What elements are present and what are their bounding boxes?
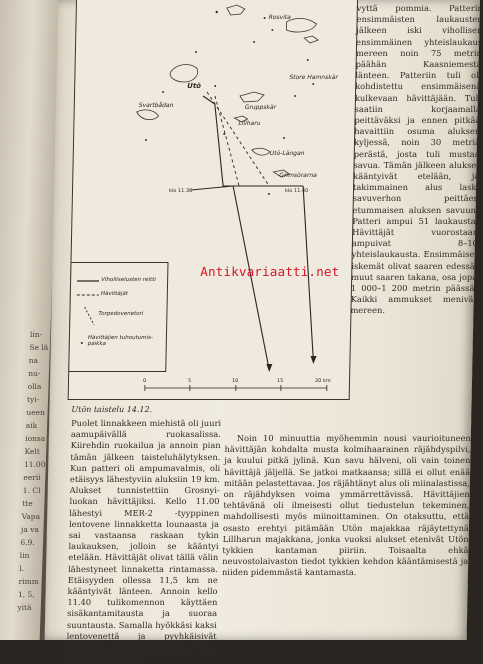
map-legend [68, 262, 168, 372]
place-rosvita: Rosvita [269, 14, 291, 21]
previous-page-fragment: aik [26, 421, 37, 430]
previous-page-fragment: ueen [26, 408, 45, 417]
scale-tick: 0 [143, 378, 146, 384]
previous-page-fragment: lin- [30, 330, 42, 339]
text-column-right-bottom [222, 433, 471, 579]
legend-item: Viholliselusten reitti [101, 277, 156, 283]
legend-item: Torpedovenetori [98, 311, 143, 317]
position-1136: klo 11.36 [169, 188, 192, 194]
text-column-left [66, 418, 221, 664]
place-gruppskar: Gruppskär [245, 104, 276, 111]
previous-page-fragment: ja va [21, 525, 39, 534]
scale-tick: 10 [232, 378, 239, 384]
previous-page-fragment: Se lä [29, 343, 48, 352]
place-uto: Utö [187, 82, 201, 90]
legend-item: Hävittäjät [101, 291, 128, 297]
previous-page-fragment: 6.9. [20, 538, 34, 547]
previous-page-fragment: rimm [19, 577, 39, 586]
paragraph: Puolet linnakkeen miehistä oli juuri aamupäivällä ruokasalissa. Kiirehdin ruokailua ja annoin pian tämän jälkeen taisteluhälytyksen. Kun patteri oli ampumavalmis, oli etäisyys lähestyviin aluksiin 19 km. Alukset tunnistettiin Grosnyi-luokan hävittäjiksi. Kello 11.00 lähestyi MER-2 -tyyppinen lentovene linnakketta lounaasta ja sai vastaansa raskaan tykin laukauksen, jolloin se kääntyi etelään. Hävittäjät olivat tällä välin lähestyneet linnaketta rintamassa. Etäisyyden ollessa 11,5 km ne kääntyivät länteen. Annoin kello 11.40 tulikomennon käyttäen sisäkantamitausta ja suoraa suuntausta. Samalla hyökkäsi kaksi lentovenettä ja pyyhkäisivät patteria konekivääritulella sekä pudottivat 3–4 ke- [66, 418, 221, 664]
previous-page-fragment: tyi- [27, 395, 39, 404]
text-column-right [350, 3, 483, 317]
scale-tick: 5 [188, 378, 191, 384]
place-uto-langan: Utö-Längan [270, 150, 305, 157]
previous-page-fragment: tte [22, 499, 32, 508]
previous-page-fragment: 1, 5, [18, 590, 35, 599]
previous-page-fragment: olla [28, 382, 42, 391]
legend-item: Hävittäjien tuhoutumis-paikka [88, 335, 162, 347]
scale-tick: 15 [277, 378, 284, 384]
paragraph: vyttä pommia. Patterin ensimmäisten laukausten jälkeen iski vihollisen ensimmäinen yhteislaukaus mereen noin 75 metrin päähän Kaasniemestä länteen. Patteriin tuli oli kohdistettu ensimmäisenä kulkevaan hävittäjään. Tuli saatiin korjaamalla peittäväksi ja ennen pitkää havaittiin osuma aluksen kyljessä, noin 30 metriä perästä, josta tuli mustaa savua. Tämän jälkeen alukset kääntyivät etelään, ja takimmainen alus laski savuverhon peittäen etummaisen aluksen savuun. Patteri ampui 51 laukausta. Hävittäjät vuorostaan ampuivat 8–10 yhteislaukausta. Ensimmäiset iskemät olivat saaren edessä, muut saaren takana, osa jopa 1 000–1 200 metrin päässä. Kaikki ammukset menivät mereen. [350, 3, 483, 317]
previous-page-fragment: na [29, 356, 38, 365]
book-page [45, 0, 480, 640]
previous-page-fragment: l. [19, 564, 24, 573]
previous-page-fragment: yitä [17, 603, 31, 612]
previous-page-fragment: ionsa [25, 434, 45, 443]
previous-page-text [0, 0, 60, 640]
previous-page-fragment: lin [20, 551, 30, 560]
previous-page-fragment: 11.00 [24, 460, 45, 469]
place-svartbadan: Svartbådan [139, 102, 174, 109]
paragraph: Noin 10 minuuttia myöhemmin nousi vaurioituneen hävittäjän kohdalta musta kolmihaarainen räjähdyspilvi, ja kuului pitkä jylinä. Kun savu hälveni, oli vain toinen hävittäjä jäljellä. Se jatkoi matkaansa; sillä ei ollut enää mitään pelastettavaa. Jos räjähtänyt alus oli miinalastissa, on räjähdyksen voima ymmärrettävissä. Hävittäjien tehtävänä oli ilmeisesti ollut tiedustelun tekeminen, mahdollisesti myös miinoittaminen. On otaksuttu, että osasto erehtyi pitämään Utön majakkaa räjäytettynä Lillharun majakkana, jonka vuoksi alukset etenivät Utön tykkien kantaman piiriin. Toisaalta ehkä neuvostolaivaston tiedot tykkien kehdon kääntämisestä ja niiden pidemmästä kantamasta. [222, 433, 471, 579]
previous-page-fragment: Kelt [25, 447, 40, 456]
previous-page-fragment: 1. Cl [23, 486, 41, 495]
watermark: Antikvariaatti.net [200, 264, 339, 279]
figure-caption: Utön taistelu 14.12. [71, 405, 152, 414]
previous-page-fragment: Vapa [22, 512, 40, 521]
position-1140: klo 11.40 [285, 188, 308, 194]
place-lillharu: Lillharu [238, 120, 260, 127]
previous-page-fragment: eerii [23, 473, 40, 482]
place-store-hamnskar: Store Hamnskär [289, 74, 338, 81]
place-grimsorarna: Grimsörarna [279, 172, 317, 179]
scale-tick: 20 km [315, 378, 331, 384]
previous-page-fragment: nu- [28, 369, 40, 378]
